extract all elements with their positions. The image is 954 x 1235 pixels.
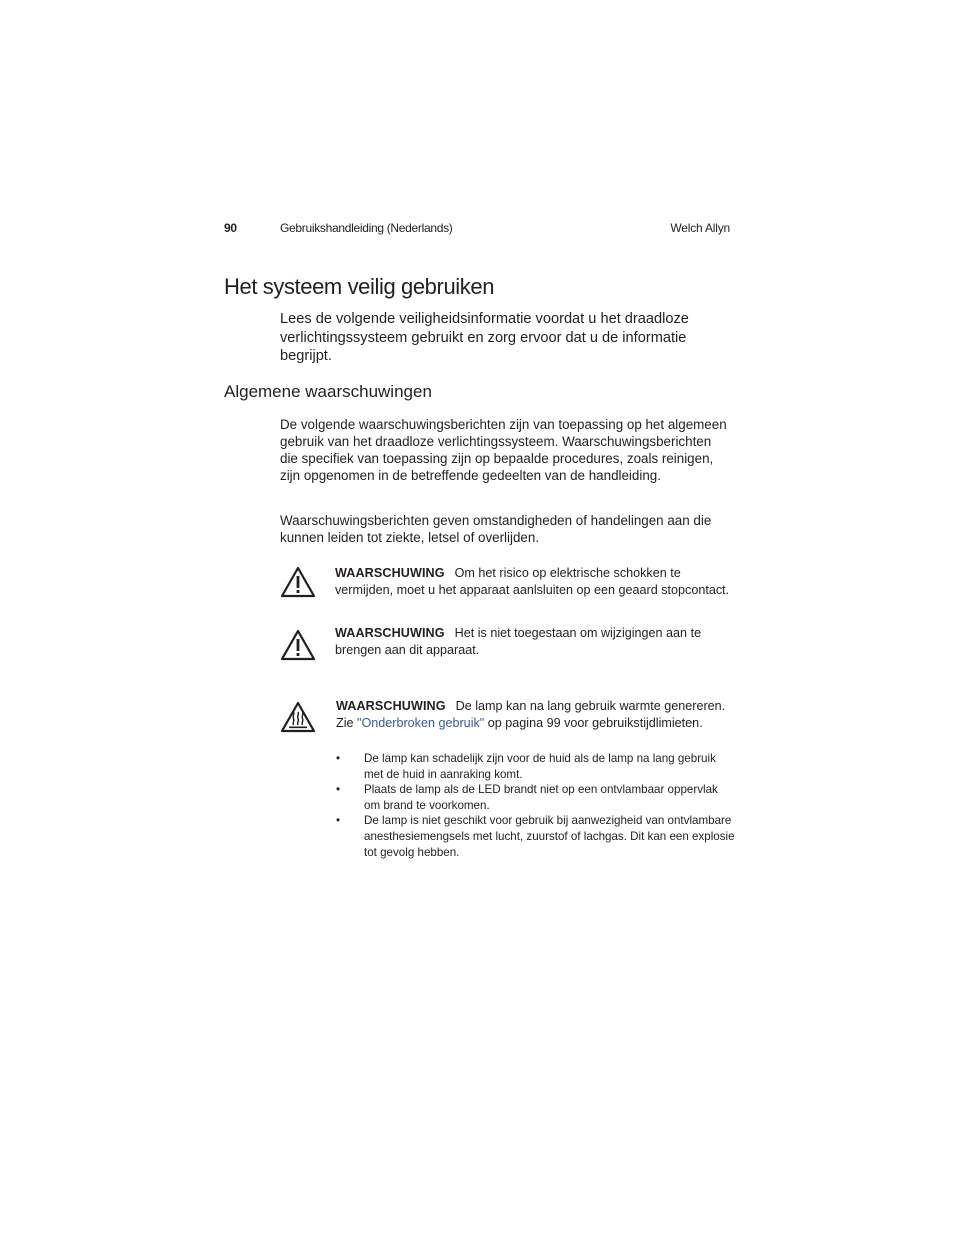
warning-message-end: op pagina 99 voor gebruikstijdlimieten. xyxy=(484,715,703,730)
list-item: • De lamp kan schadelijk zijn voor de huid als de lamp na lang gebruik met de huid in aanraking komt. xyxy=(336,752,716,781)
bullet-icon: • xyxy=(336,752,341,765)
warning-text xyxy=(335,625,730,658)
warning-text xyxy=(335,565,730,598)
warning-message: De lamp kan na lang gebruik warmte genereren. Zie xyxy=(336,699,726,730)
page-header xyxy=(224,221,730,239)
body-paragraph: De volgende waarschuwingsberichten zijn van toepassing op het algemeen gebruik van het draadloze verlichtingssysteem. Waarschuwingsberichten die specifiek van toepassing zijn op bepaalde procedures, zoals reinigen, zijn opgenomen in de betreffende gedeelten van de handleiding. xyxy=(280,417,727,483)
hot-surface-icon xyxy=(280,700,316,734)
warning-message: Het is niet toegestaan om wijzigingen aan te brengen aan dit apparaat. xyxy=(335,626,702,657)
section-title: Het systeem veilig gebruiken xyxy=(224,274,495,299)
warning-text xyxy=(336,698,731,731)
list-item: • De lamp is niet geschikt voor gebruik bij aanwezigheid van ontvlambare anesthesiemengsels met lucht, zuurstof of lachgas. Dit kan een explosie tot gevolg hebben. xyxy=(336,814,735,859)
bullet-icon: • xyxy=(336,783,341,797)
section-intro: Lees de volgende veiligheidsinformatie voordat u het draadloze verlichtingssysteem gebruikt en zorg ervoor dat u de informatie begrijpt. xyxy=(280,311,689,364)
warning-label: WAARSCHUWING xyxy=(336,699,446,713)
body-paragraph: Waarschuwingsberichten geven omstandigheden of handelingen aan die kunnen leiden tot ziekte, letsel of overlijden. xyxy=(280,513,712,545)
warning-bullet-list xyxy=(336,751,736,860)
page-number: 90 xyxy=(224,221,237,235)
subsection-title: Algemene waarschuwingen xyxy=(224,382,432,401)
warning-label: WAARSCHUWING xyxy=(335,566,445,580)
bullet-icon: • xyxy=(336,814,341,828)
warning-message: Om het risico op elektrische schokken te vermijden, moet u het apparaat aanlsluiten op een geaard stopcontact. xyxy=(335,566,730,597)
warning-triangle-icon xyxy=(280,565,316,599)
list-item: • Plaats de lamp als de LED brandt niet op een ontvlambaar oppervlak om brand te voorkomen. xyxy=(336,783,718,812)
cross-reference-link[interactable]: "Onderbroken gebruik" xyxy=(357,715,485,730)
header-title: Gebruikshandleiding (Nederlands) xyxy=(280,221,453,235)
warning-label: WAARSCHUWING xyxy=(335,626,445,640)
warning-triangle-icon xyxy=(280,628,316,662)
header-brand: Welch Allyn xyxy=(670,221,730,235)
